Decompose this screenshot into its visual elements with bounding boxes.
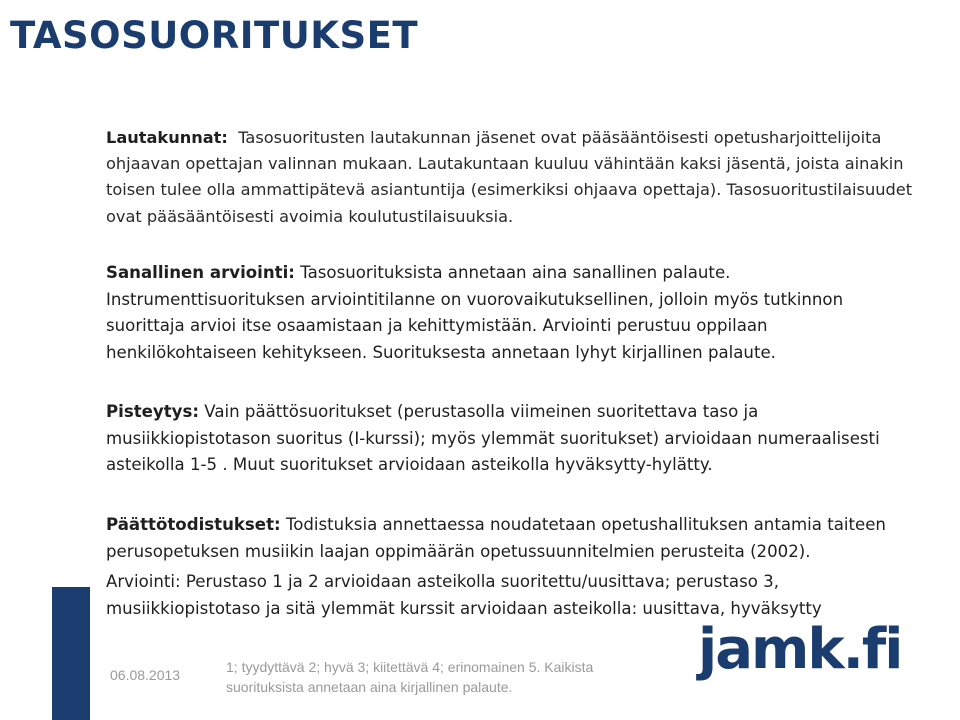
footer-date: 06.08.2013 xyxy=(110,667,181,683)
paragraph-paattotodistukset xyxy=(106,512,916,565)
paragraph-heading: Sanallinen arviointi: xyxy=(106,263,295,282)
paragraph-text: Arviointi: Perustaso 1 ja 2 arvioidaan asteikolla suoritettu/uusittava; perustaso 3, musiikkiopistotaso ja sitä ylemmät kurssit arvioidaan asteikolla: uusittava, hyväksytty xyxy=(106,572,822,618)
paragraph-lautakunnat xyxy=(106,125,916,230)
paragraph-heading: Pisteytys: xyxy=(106,402,199,421)
paragraph-sanallinen-arviointi xyxy=(106,260,916,366)
paragraph-pisteytys xyxy=(106,399,916,479)
paragraph-text: Tasosuorituksista annetaan aina sanallinen palaute. Instrumenttisuorituksen arviointitilanne on vuorovaikutuksellinen, jolloin myös tutkinnon suorittaja arvioi itse osaamistaan ja kehittymistään. Arviointi perustuu oppilaan henkilökohtaiseen kehitykseen. Suorituksesta annetaan lyhyt kirjallinen palaute. xyxy=(106,263,844,362)
accent-bar xyxy=(52,587,90,720)
paragraph-text: Todistuksia annettaessa noudatetaan opetushallituksen antamia taiteen perusopetuksen musiikin laajan oppimäärän opetussuunnitelmien perusteita (2002). xyxy=(106,515,886,561)
paragraph-text: Vain päättösuoritukset (perustasolla viimeinen suoritettava taso ja musiikkiopistotason suoritus (I-kurssi); myös ylemmät suoritukset) arvioidaan numeraalisesti asteikolla 1-5 . Muut suoritukset arvioidaan asteikolla hyväksytty-hylätty. xyxy=(106,402,880,474)
jamk-logo xyxy=(696,610,916,690)
logo-text: jamk.fi xyxy=(698,617,902,682)
paragraph-heading: Päättötodistukset: xyxy=(106,515,281,534)
footer-note: 1; tyydyttävä 2; hyvä 3; kiitettävä 4; erinomainen 5. Kaikista suorituksista annetaan aina kirjallinen palaute. xyxy=(226,659,594,695)
page-title: TASOSUORITUKSET xyxy=(10,14,419,57)
paragraph-text: Tasosuoritusten lautakunnan jäsenet ovat pääsääntöisesti opetusharjoittelijoita ohjaavan opettajan valinnan mukaan. Lautakuntaan kuuluu vähintään kaksi jäsentä, joista ainakin toisen tulee olla ammattipätevä asiantuntija (esimerkiksi ohjaava opettaja). Tasosuoritustilaisuudet ovat pääsääntöisesti avoimia koulutustilaisuuksia. xyxy=(106,128,913,226)
paragraph-heading: Lautakunnat: xyxy=(106,128,228,147)
